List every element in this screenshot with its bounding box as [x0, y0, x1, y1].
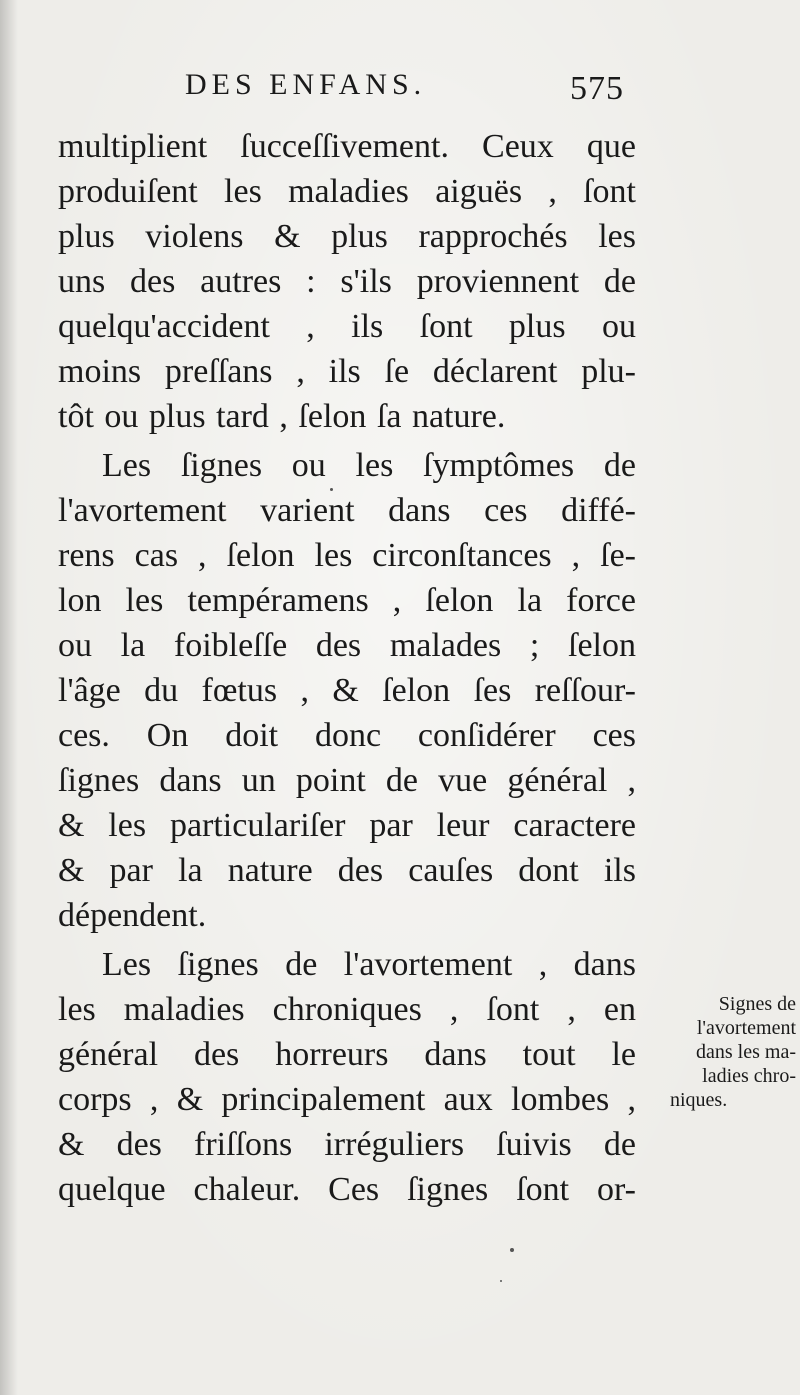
ink-speck [510, 1248, 514, 1252]
text-line: dépendent. [58, 897, 207, 934]
margin-note-line: dans les ma- [696, 1041, 796, 1063]
text-line: rens cas , ſelon les circonſtances , ſe- [58, 537, 636, 574]
text-line: ces. On doit donc conſidérer ces [58, 717, 636, 754]
text-line: produiſent les maladies aiguës , ſont [58, 173, 636, 210]
text-line: & des friſſons irréguliers ſuivis de [58, 1126, 636, 1163]
page-fold-shadow [0, 0, 18, 1395]
margin-note [646, 992, 796, 1112]
text-line: quelque chaleur. Ces ſignes ſont or- [58, 1171, 636, 1208]
body-text [58, 124, 636, 1212]
text-line: corps , & principalement aux lombes , [58, 1081, 636, 1118]
text-line: multiplient ſucceſſivement. Ceux que [58, 128, 636, 165]
running-head: DES ENFANS. [185, 68, 427, 101]
text-line: général des horreurs dans tout le [58, 1036, 636, 1073]
margin-note-line: niques. [670, 1089, 728, 1111]
text-line: & les particulariſer par leur caractere [58, 807, 636, 844]
ink-speck [330, 488, 333, 491]
text-line: l'avortement varient dans ces diffé- [58, 492, 636, 529]
text-line: moins preſſans , ils ſe déclarent plu- [58, 353, 636, 390]
text-line: plus violens & plus rapprochés les [58, 218, 636, 255]
text-line: uns des autres : s'ils proviennent de [58, 263, 636, 300]
paragraph-start-line: Les ſignes ou les ſymptômes de [102, 447, 636, 484]
text-line: tôt ou plus tard , ſelon ſa nature. [58, 398, 506, 435]
ink-speck [500, 1280, 502, 1282]
text-line: lon les tempéramens , ſelon la force [58, 582, 636, 619]
paragraph-start-line: Les ſignes de l'avortement , dans [102, 946, 636, 983]
text-line: & par la nature des cauſes dont ils [58, 852, 636, 889]
text-line: l'âge du fœtus , & ſelon ſes reſſour- [58, 672, 636, 709]
text-line: quelqu'accident , ils ſont plus ou [58, 308, 636, 345]
text-line: ſignes dans un point de vue général , [58, 762, 636, 799]
margin-note-line: Signes de [718, 993, 796, 1015]
margin-note-line: ladies chro- [702, 1065, 796, 1087]
text-line: les maladies chroniques , ſont , en [58, 991, 636, 1028]
page-number: 575 [570, 70, 624, 107]
margin-note-line: l'avortement [696, 1017, 796, 1039]
text-line: ou la foibleſſe des malades ; ſelon [58, 627, 636, 664]
